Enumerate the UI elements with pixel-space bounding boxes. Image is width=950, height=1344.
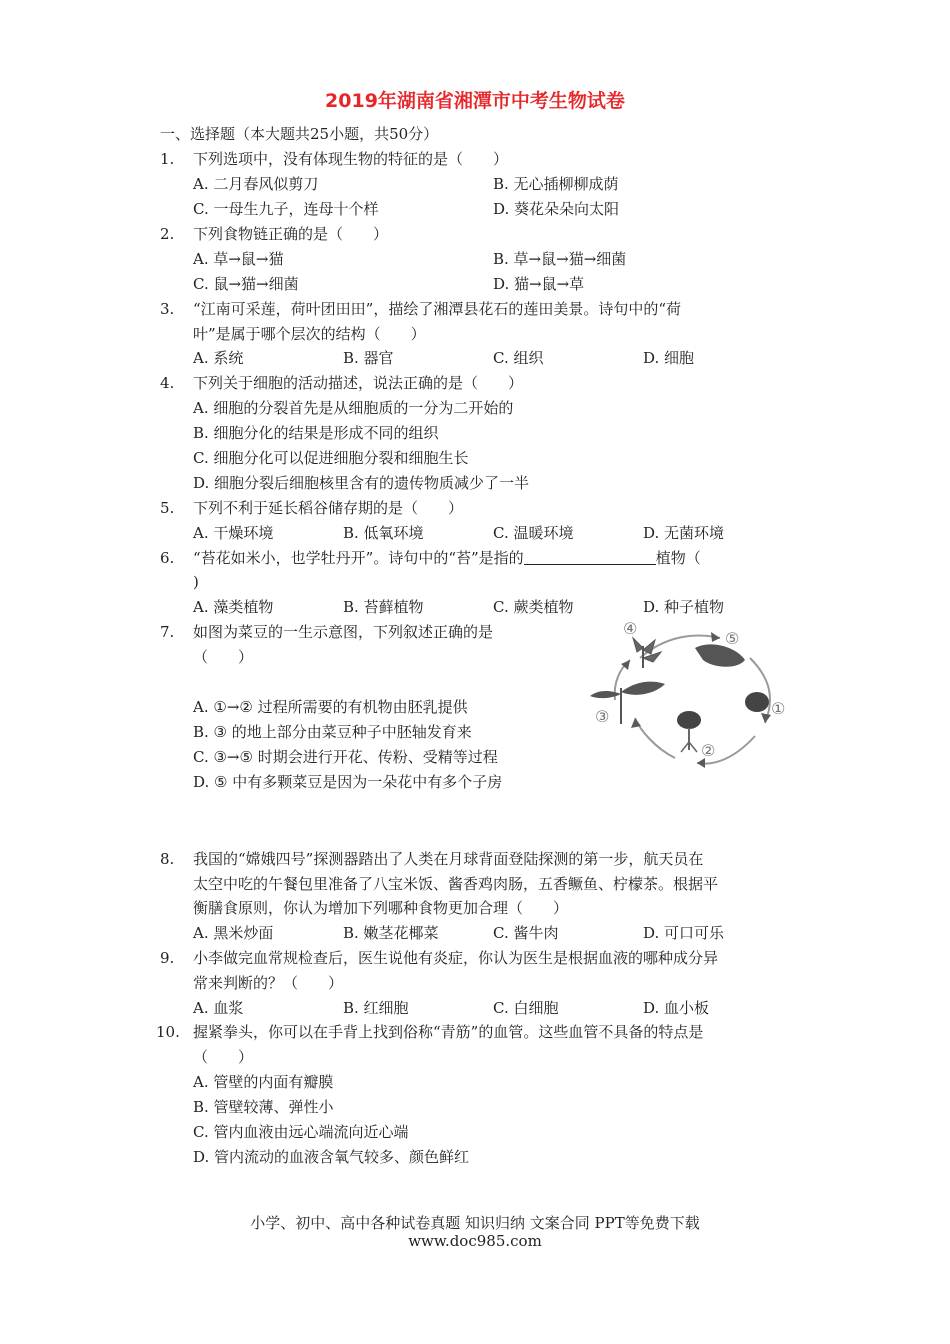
q7-stem-line1: 如图为菜豆的一生示意图，下列叙述正确的是 bbox=[193, 623, 494, 641]
q3-number: 3. bbox=[160, 300, 175, 318]
diagram-label-5: ⑤ bbox=[725, 629, 740, 648]
q5-number: 5. bbox=[160, 499, 175, 517]
q1-stem: 下列选项中，没有体现生物的特征的是（ ） bbox=[193, 150, 509, 168]
q6-stem-line1 bbox=[193, 548, 701, 568]
q9-stem-line2: 常来判断的？（ ） bbox=[193, 974, 344, 992]
diagram-label-2: ② bbox=[701, 741, 716, 760]
q10-option-a: A. 管壁的内面有瓣膜 bbox=[193, 1073, 334, 1091]
q1-option-c: C. 一母生九子，连母十个样 bbox=[193, 200, 379, 218]
q2-option-d: D. 猫→鼠→草 bbox=[493, 275, 585, 293]
q1-option-b: B. 无心插柳柳成荫 bbox=[493, 175, 619, 193]
q6-answer-blank[interactable] bbox=[524, 550, 656, 565]
q3-option-b: B. 器官 bbox=[343, 349, 394, 367]
q9-number: 9. bbox=[160, 949, 175, 967]
q3-option-a: A. 系统 bbox=[193, 349, 244, 367]
footer-website-link[interactable]: www.doc985.com bbox=[408, 1232, 542, 1250]
q6-stem-text: “苔花如米小，也学牡丹开”。诗句中的“苔”是指的 bbox=[193, 549, 524, 567]
page-title: 2019年湖南省湘潭市中考生物试卷 bbox=[325, 90, 625, 112]
q10-number: 10. bbox=[156, 1023, 180, 1041]
q5-option-d: D. 无菌环境 bbox=[643, 524, 725, 542]
diagram-label-4: ④ bbox=[623, 619, 638, 638]
q6-stem-tail: 植物（ bbox=[655, 549, 701, 567]
q2-stem: 下列食物链正确的是（ ） bbox=[193, 225, 389, 243]
q4-stem: 下列关于细胞的活动描述，说法正确的是（ ） bbox=[193, 374, 524, 392]
q9-option-d: D. 血小板 bbox=[643, 999, 710, 1017]
q3-stem-line2: 叶”是属于哪个层次的结构（ ） bbox=[193, 325, 426, 343]
q8-option-a: A. 黑米炒面 bbox=[193, 924, 274, 942]
q8-stem-line3: 衡膳食原则，你认为增加下列哪种食物更加合理（ ） bbox=[193, 899, 569, 917]
q8-option-d: D. 可口可乐 bbox=[643, 924, 725, 942]
q10-option-d: D. 管内流动的血液含氧气较多、颜色鲜红 bbox=[193, 1148, 470, 1166]
q6-option-a: A. 藻类植物 bbox=[193, 598, 274, 616]
q4-option-c: C. 细胞分化可以促进细胞分裂和细胞生长 bbox=[193, 449, 469, 467]
q7-number: 7. bbox=[160, 623, 175, 641]
q4-number: 4. bbox=[160, 374, 175, 392]
q6-option-d: D. 种子植物 bbox=[643, 598, 725, 616]
q3-stem-line1: “江南可采莲，荷叶团田田”，描绘了湘潭县花石的莲田美景。诗句中的“荷 bbox=[193, 300, 682, 318]
q4-option-a: A. 细胞的分裂首先是从细胞质的一分为二开始的 bbox=[193, 399, 514, 417]
q10-stem-line1: 握紧拳头，你可以在手背上找到俗称“青筋”的血管。这些血管不具备的特点是 bbox=[193, 1023, 704, 1041]
q2-option-c: C. 鼠→猫→细菌 bbox=[193, 275, 299, 293]
q2-option-a: A. 草→鼠→猫 bbox=[193, 250, 284, 268]
q6-option-b: B. 苔藓植物 bbox=[343, 598, 424, 616]
q8-option-c: C. 酱牛肉 bbox=[493, 924, 559, 942]
cycle-arrow-5-1 bbox=[750, 658, 770, 723]
q3-option-d: D. 细胞 bbox=[643, 349, 695, 367]
q6-number: 6. bbox=[160, 549, 175, 567]
q9-option-a: A. 血浆 bbox=[193, 999, 244, 1017]
q2-number: 2. bbox=[160, 225, 175, 243]
q2-option-b: B. 草→鼠→猫→细菌 bbox=[493, 250, 627, 268]
cycle-arrow-2-3 bbox=[635, 718, 675, 758]
q5-option-b: B. 低氧环境 bbox=[343, 524, 424, 542]
q8-stem-line2: 太空中吃的午餐包里准备了八宝米饭、酱香鸡肉肠，五香鳜鱼、柠檬茶。根据平 bbox=[193, 875, 719, 893]
q5-option-a: A. 干燥环境 bbox=[193, 524, 274, 542]
arrowhead-1 bbox=[761, 713, 771, 723]
section-heading: 一、选择题（本大题共25小题，共50分） bbox=[160, 125, 439, 143]
q1-option-d: D. 葵花朵朵向太阳 bbox=[493, 200, 620, 218]
q8-option-b: B. 嫩茎花椰菜 bbox=[343, 924, 439, 942]
q10-option-c: C. 管内血液由远心端流向近心端 bbox=[193, 1123, 409, 1141]
q7-option-c: C. ③→⑤ 时期会进行开花、传粉、受精等过程 bbox=[193, 748, 498, 766]
germinating-seed-icon bbox=[677, 711, 701, 752]
q8-stem-line1: 我国的“嫦娥四号”探测器踏出了人类在月球背面登陆探测的第一步，航天员在 bbox=[193, 850, 704, 868]
bean-seed-icon bbox=[745, 692, 769, 712]
q9-stem-line1: 小李做完血常规检查后，医生说他有炎症，你认为医生是根据血液的哪种成分异 bbox=[193, 949, 719, 967]
q4-option-b: B. 细胞分化的结果是形成不同的组织 bbox=[193, 424, 439, 442]
footer-promo-text: 小学、初中、高中各种试卷真题 知识归纳 文案合同 PPT等免费下载 bbox=[250, 1214, 700, 1232]
bean-lifecycle-diagram bbox=[585, 618, 795, 778]
q6-option-c: C. 蕨类植物 bbox=[493, 598, 574, 616]
diagram-label-3: ③ bbox=[595, 707, 610, 726]
q4-option-d: D. 细胞分裂后细胞核里含有的遗传物质减少了一半 bbox=[193, 474, 530, 492]
q6-stem-line2: ) bbox=[193, 573, 199, 591]
q8-number: 8. bbox=[160, 850, 175, 868]
q9-option-b: B. 红细胞 bbox=[343, 999, 409, 1017]
q7-option-b: B. ③ 的地上部分由菜豆种子中胚轴发育来 bbox=[193, 723, 472, 741]
q10-option-b: B. 管壁较薄、弹性小 bbox=[193, 1098, 334, 1116]
diagram-label-1: ① bbox=[771, 699, 786, 718]
q5-stem: 下列不利于延长稻谷储存期的是（ ） bbox=[193, 499, 464, 517]
q7-stem-line2: （ ） bbox=[193, 648, 254, 666]
q10-stem-line2: （ ） bbox=[193, 1048, 254, 1066]
q7-option-d: D. ⑤ 中有多颗菜豆是因为一朵花中有多个子房 bbox=[193, 773, 503, 791]
q5-option-c: C. 温暖环境 bbox=[493, 524, 574, 542]
q1-option-a: A. 二月春风似剪刀 bbox=[193, 175, 319, 193]
q7-option-a: A. ①→② 过程所需要的有机物由胚乳提供 bbox=[193, 698, 468, 716]
q1-number: 1. bbox=[160, 150, 175, 168]
q9-option-c: C. 白细胞 bbox=[493, 999, 559, 1017]
q3-option-c: C. 组织 bbox=[493, 349, 544, 367]
